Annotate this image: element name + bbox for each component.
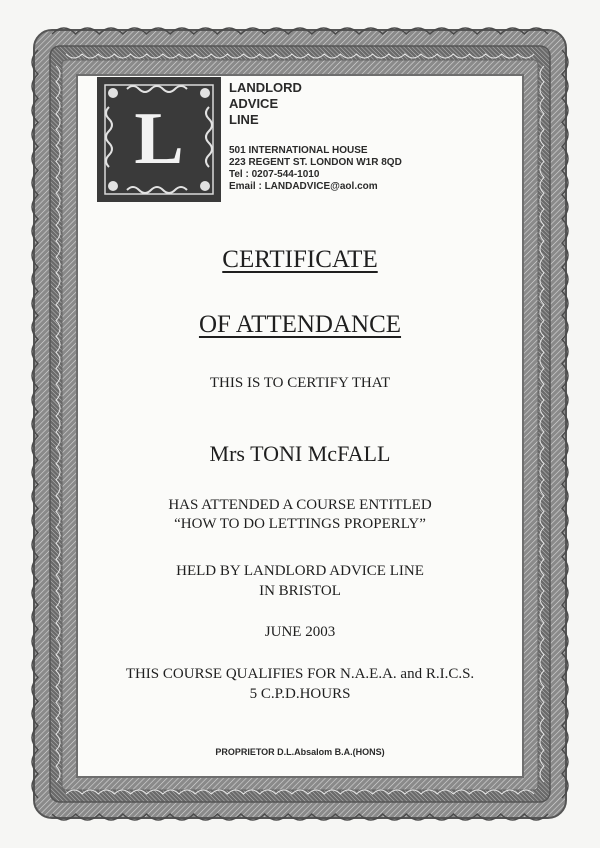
certificate-title-line-1 — [76, 246, 524, 274]
held-by: HELD BY LANDLORD ADVICE LINE — [176, 563, 424, 579]
issuer-address-line-1: 501 INTERNATIONAL HOUSE — [229, 145, 368, 156]
issuer-address-line-2: 223 REGENT ST. LONDON W1R 8QD — [229, 157, 402, 168]
cpd-hours: 5 C.P.D.HOURS — [249, 686, 351, 702]
issuer-email: Email : LANDADVICE@aol.com — [229, 181, 378, 192]
issuer-name-line-2: ADVICE — [229, 96, 279, 111]
certificate-title-text-1: CERTIFICATE — [222, 246, 378, 273]
course-location: IN BRISTOL — [259, 583, 341, 599]
course-title: “HOW TO DO LETTINGS PROPERLY” — [174, 516, 426, 532]
course-intro: HAS ATTENDED A COURSE ENTITLED — [168, 497, 432, 513]
logo-letter: L — [134, 98, 184, 180]
issuer-name-line-1: LANDLORD — [229, 80, 302, 95]
certify-statement: THIS IS TO CERTIFY THAT — [209, 375, 391, 391]
certificate-title-line-2 — [76, 311, 524, 339]
certificate-title-text-2: OF ATTENDANCE — [198, 311, 402, 338]
qualification-statement: THIS COURSE QUALIFIES FOR N.A.E.A. and R.I.C.S. — [125, 666, 475, 682]
recipient-name: Mrs TONI McFALL — [209, 441, 391, 466]
issuer-phone: Tel : 0207-544-1010 — [229, 169, 320, 180]
course-date: JUNE 2003 — [264, 624, 336, 640]
proprietor-signature-line: PROPRIETOR D.L.Absalom B.A.(HONS) — [215, 747, 385, 757]
landlord-advice-line-logo — [97, 77, 221, 202]
issuer-name-line-3: LINE — [229, 112, 259, 127]
